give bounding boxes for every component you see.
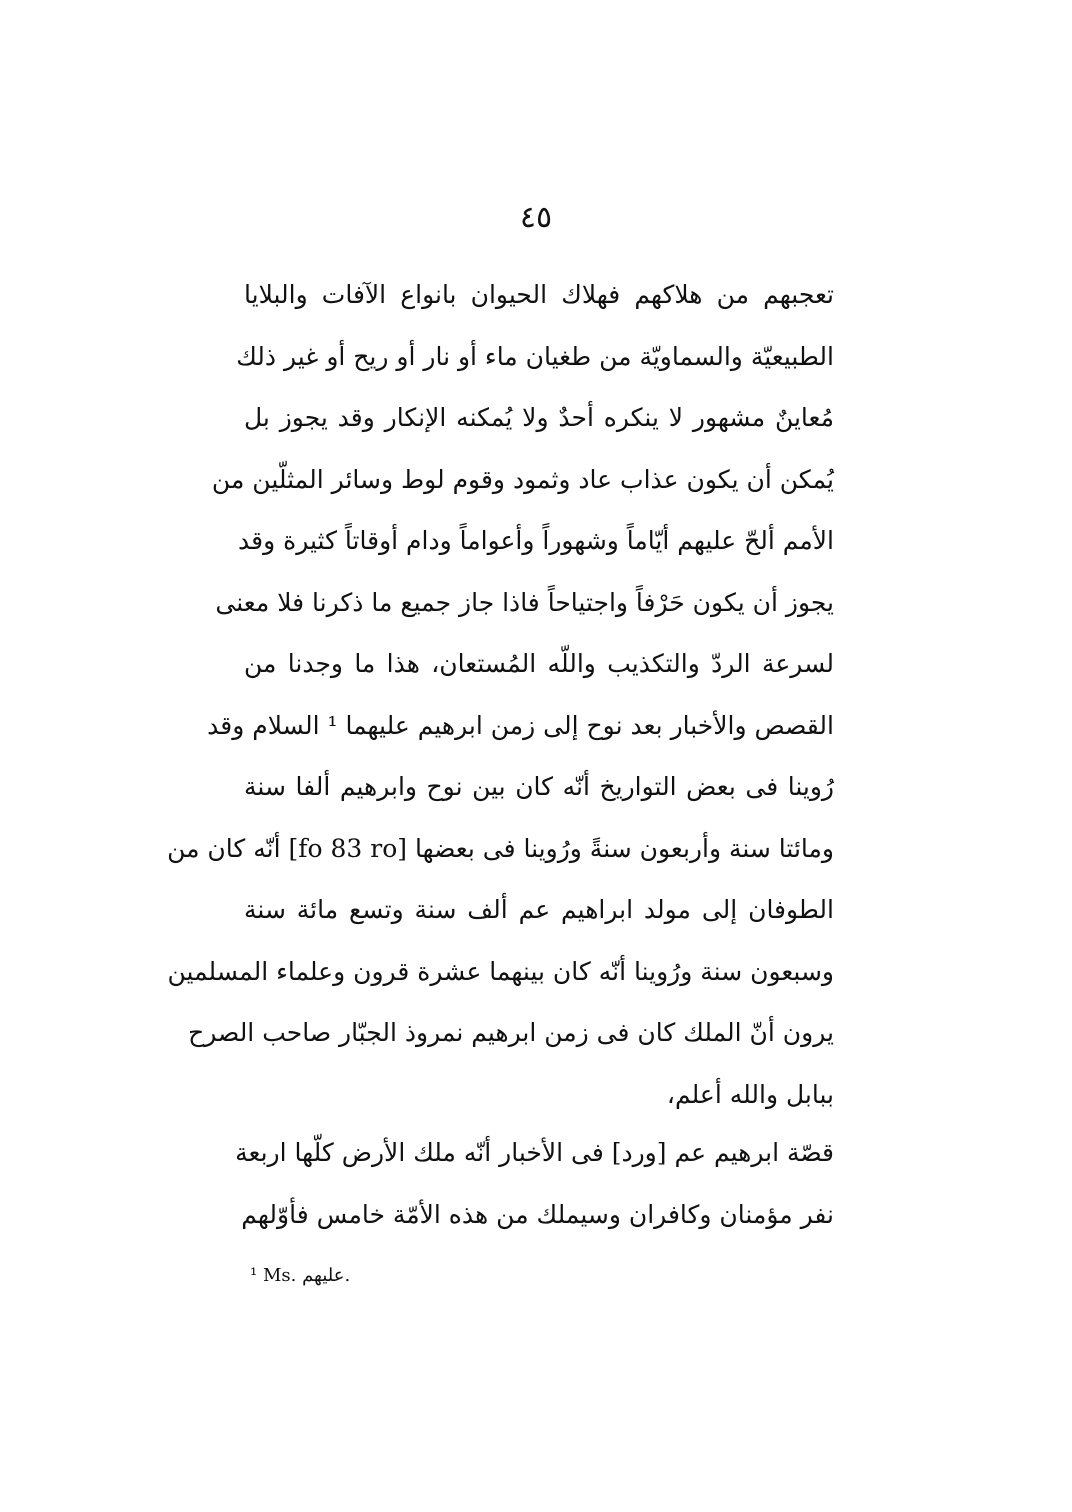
- text-line: مُعاينٌ مشهور لا ينكره أحدٌ ولا يُمكنه الإنكار وقد يجوز بل: [244, 403, 834, 432]
- section-text-block: [235, 1122, 834, 1245]
- text-line: الطبيعيّة والسماويّة من طغيان ماء أو نار أو ريح أو غير ذلك: [236, 341, 834, 371]
- page-number: ٤٥: [519, 200, 553, 235]
- text-line: الأمم ألحّ عليهم أيّاماً وشهوراً وأعواماً ودام أوقاتاً كثيرة وقد: [238, 526, 834, 555]
- text-line: الطوفان إلى مولد ابراهيم عم ألف سنة وتسع مائة سنة: [244, 895, 834, 924]
- footnote: ¹ Ms. عليهم.: [250, 1265, 351, 1286]
- text-line: يرون أنّ الملك كان فى زمن ابرهيم نمروذ الجبّار صاحب الصرح: [188, 1018, 834, 1047]
- text-line: القصص والأخبار بعد نوح إلى زمن ابرهيم عليهما ¹ السلام وقد: [207, 710, 834, 740]
- text-line: ومائتا سنة وأربعون سنةً ورُوينا فى بعضها [fo 83 ro] أنّه كان من: [167, 833, 834, 863]
- text-line: وسبعون سنة ورُوينا أنّه كان بينهما عشرة قرون وعلماء المسلمين: [167, 956, 834, 986]
- main-text-block: [167, 264, 834, 1125]
- text-line: لسرعة الردّ والتكذيب واللّه المُستعان، هذا ما وجدنا من: [244, 649, 834, 678]
- text-line: تعجبهم من هلاكهم فهلاك الحيوان بانواع الآفات والبلايا: [244, 280, 834, 309]
- text-line: يجوز أن يكون حَرْفاً واجتياحاً فاذا جاز جميع ما ذكرنا فلا معنى: [215, 587, 834, 617]
- section-line: قصّة ابرهيم عم [ورد] فى الأخبار أنّه ملك الأرض كلّها اربعة: [235, 1138, 834, 1167]
- text-line: رُوينا فى بعض التواريخ أنّه كان بين نوح وابرهيم ألفا سنة: [244, 772, 834, 801]
- text-line: يُمكن أن يكون عذاب عاد وثمود وقوم لوط وسائر المثلّين من: [211, 464, 834, 494]
- text-line: ببابل والله أعلم،: [666, 1079, 834, 1109]
- section-line: نفر مؤمنان وكافران وسيملك من هذه الأمّة خامس فأوّلهم: [241, 1199, 834, 1229]
